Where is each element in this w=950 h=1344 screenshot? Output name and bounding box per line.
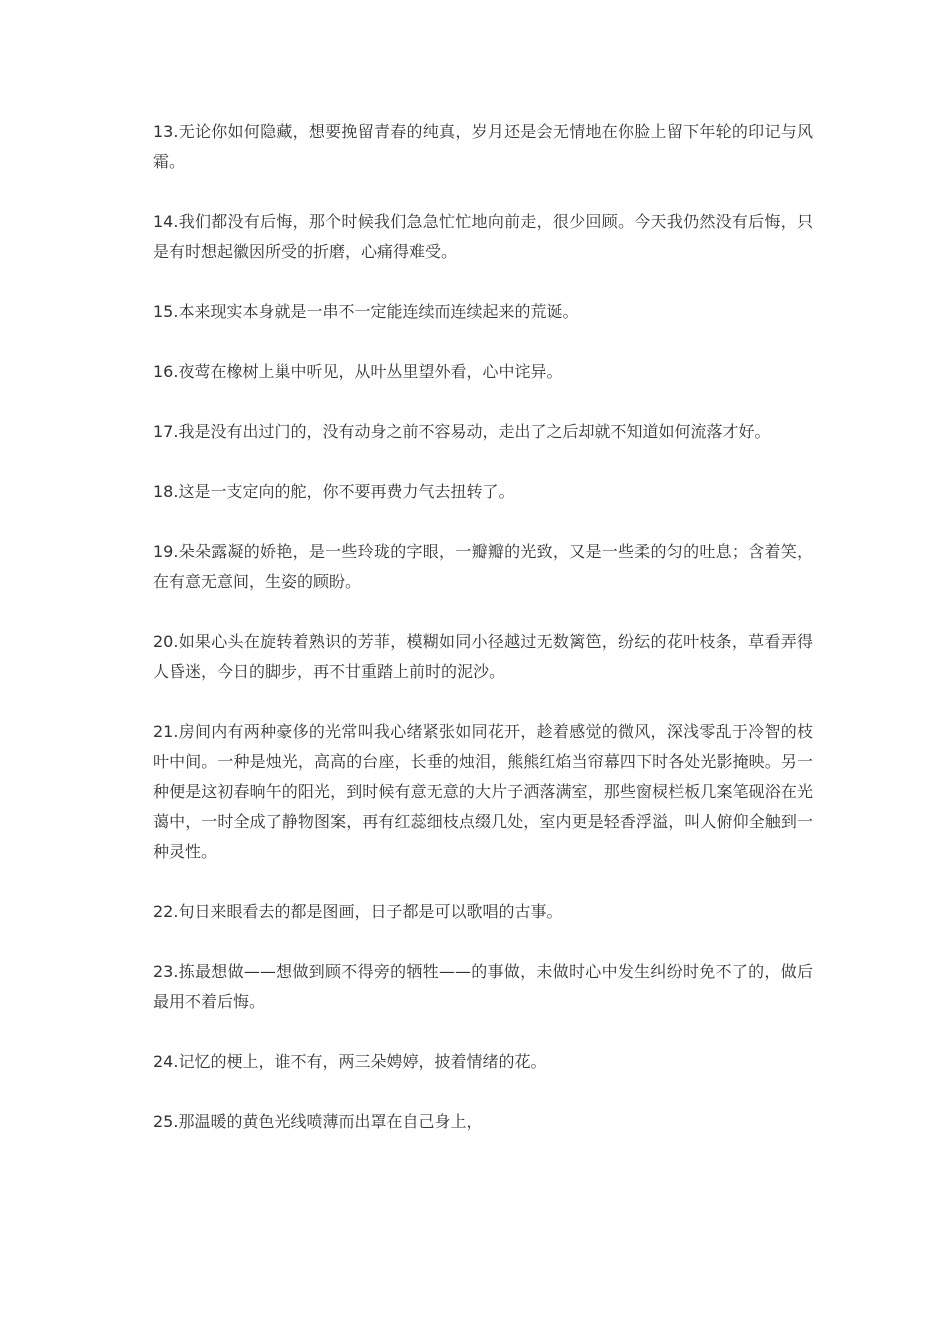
paragraph-15: 15.本来现实本身就是一串不一定能连续而连续起来的荒诞。 <box>153 302 579 321</box>
paragraph-21: 21.房间内有两种豪侈的光常叫我心绪紧张如同花开，趁着感觉的微风，深浅零乱于冷智的枝叶中间。一种是烛光，高高的台座，长垂的烛泪，熊熊红焰当帘幕四下时各处光影掩映。另一种便是这初春晌午的阳光，到时候有意无意的大片子洒落满室，那些窗棂栏板几案笔砚浴在光蔼中，一时全成了静物图案，再有红蕊细枝点缀几处，室内更是轻香浮溢，叫人俯仰全触到一种灵性。 <box>153 722 813 861</box>
paragraph-17: 17.我是没有出过门的，没有动身之前不容易动，走出了之后却就不知道如何流落才好。 <box>153 422 771 441</box>
paragraph-23: 23.拣最想做——想做到顾不得旁的牺牲——的事做，未做时心中发生纠纷时免不了的，做后最用不着后悔。 <box>153 962 813 1011</box>
paragraph-25: 25.那温暖的黄色光线喷薄而出罩在自己身上， <box>153 1112 483 1131</box>
paragraph-19: 19.朵朵露凝的娇艳，是一些玲珑的字眼，一瓣瓣的光致，又是一些柔的匀的吐息；含着笑，在有意无意间，生姿的顾盼。 <box>153 542 813 591</box>
paragraph-24: 24.记忆的梗上，谁不有，两三朵娉婷，披着情绪的花。 <box>153 1052 547 1071</box>
paragraph-22: 22.旬日来眼看去的都是图画，日子都是可以歌唱的古事。 <box>153 902 563 921</box>
paragraph-14: 14.我们都没有后悔，那个时候我们急急忙忙地向前走，很少回顾。今天我仍然没有后悔，只是有时想起徽因所受的折磨，心痛得难受。 <box>153 212 813 261</box>
document-body <box>153 117 813 1167</box>
paragraph-20: 20.如果心头在旋转着熟识的芳菲，模糊如同小径越过无数篱笆，纷纭的花叶枝条，草看弄得人昏迷，今日的脚步，再不甘重踏上前时的泥沙。 <box>153 632 813 681</box>
paragraph-16: 16.夜莺在橡树上巢中听见，从叶丛里望外看，心中诧异。 <box>153 362 563 381</box>
paragraph-18: 18.这是一支定向的舵，你不要再费力气去扭转了。 <box>153 482 515 501</box>
paragraph-13: 13.无论你如何隐藏，想要挽留青春的纯真，岁月还是会无情地在你脸上留下年轮的印记与风霜。 <box>153 122 813 171</box>
